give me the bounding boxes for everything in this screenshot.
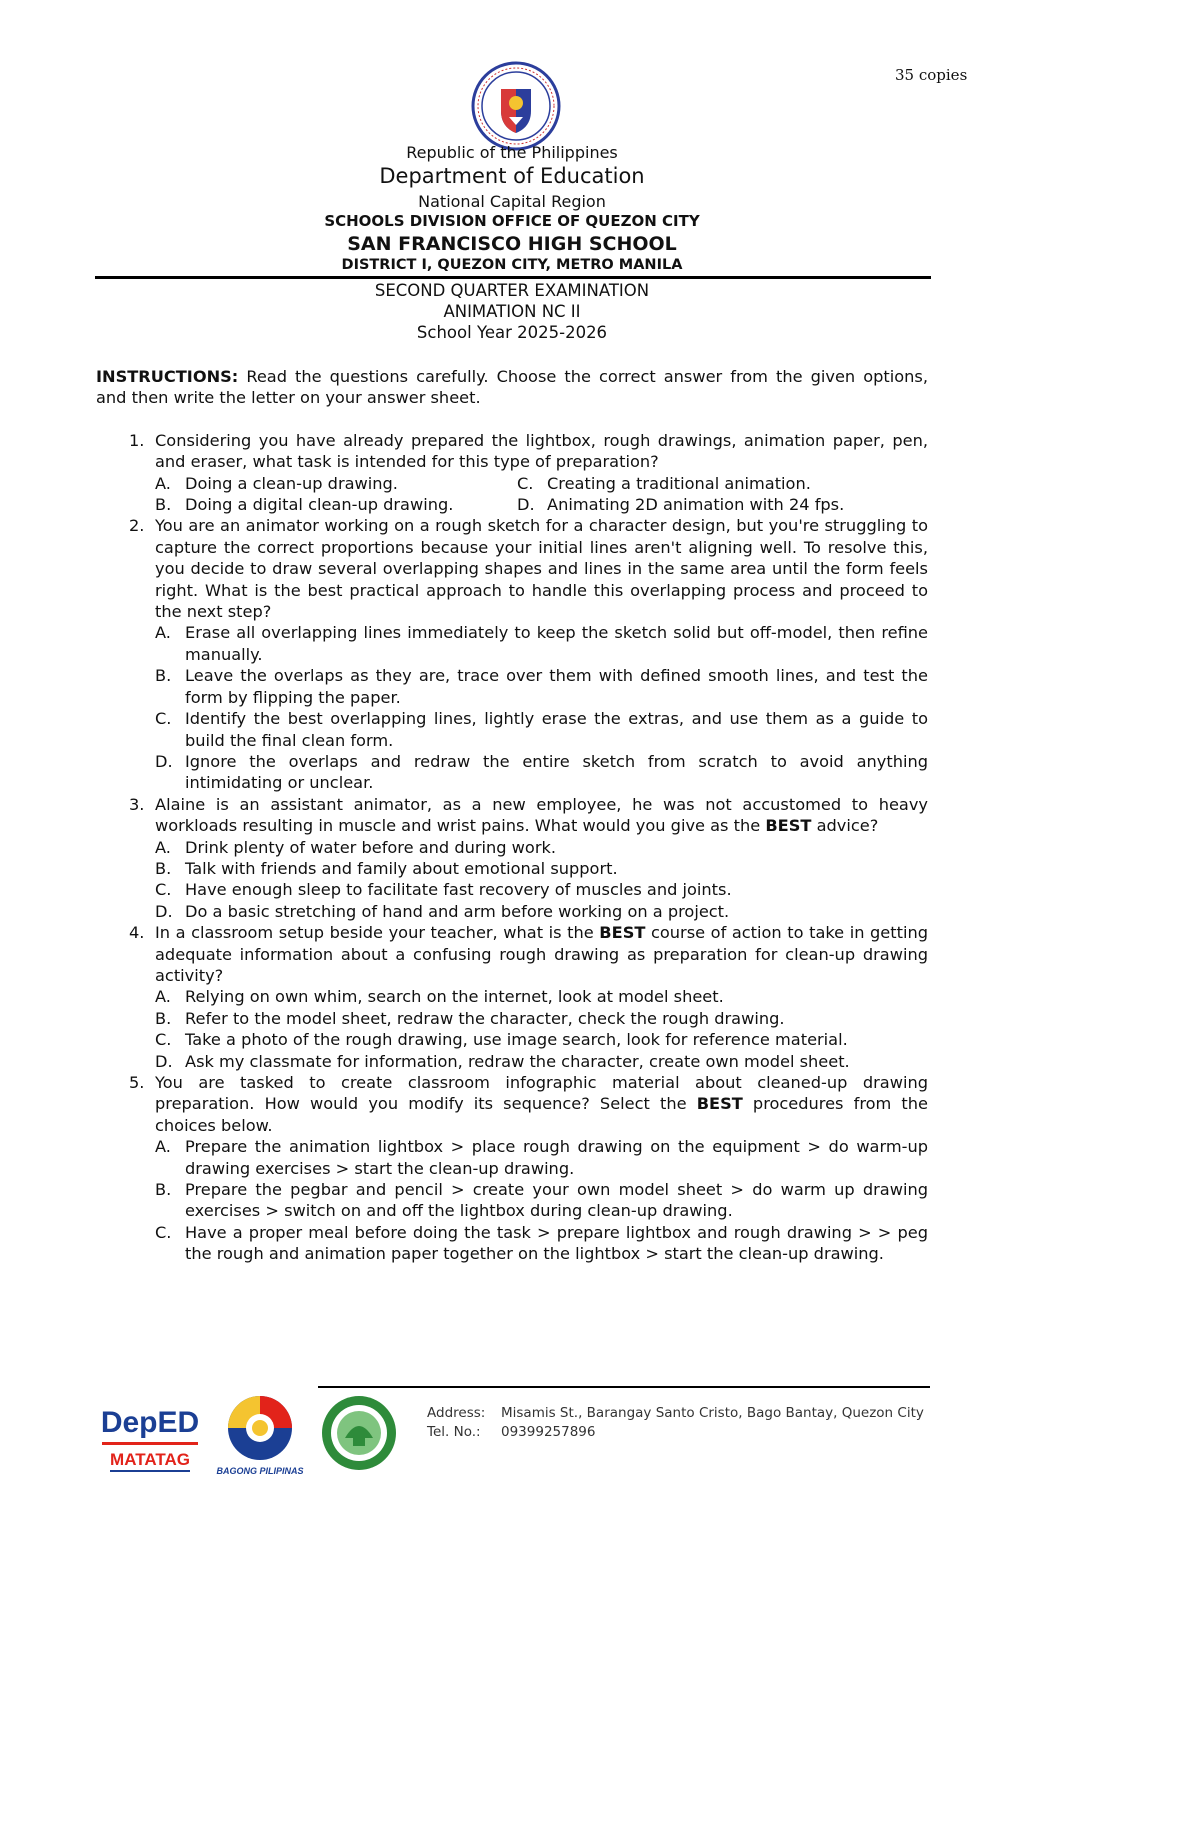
question-item — [96, 1072, 928, 1265]
question-item — [96, 515, 928, 793]
option-text: Doing a digital clean-up drawing. — [185, 495, 454, 515]
option-text: Do a basic stretching of hand and arm before working on a project. — [185, 901, 730, 921]
question-number: 5. — [129, 1073, 145, 1092]
question-text-part: Alaine is an assistant animator, as a new employee, he was not accustomed to heavy workloads resulting in muscle and wrist pains. What would you give as the — [155, 794, 928, 836]
department-heading: Department of Education — [379, 164, 645, 188]
option-item — [155, 986, 928, 1007]
question-number: 3. — [129, 794, 145, 814]
question-emphasis: BEST — [765, 816, 812, 836]
instructions-label: INSTRUCTIONS: — [96, 367, 239, 386]
option-letter: D. — [155, 1051, 173, 1071]
option-letter: A. — [155, 623, 171, 643]
option-item — [155, 751, 928, 794]
address-value: Misamis St., Barangay Santo Cristo, Bago Bantay, Quezon City — [501, 1405, 924, 1421]
region-heading: National Capital Region — [418, 192, 606, 211]
question-text-part: course of action to take in getting adequate information about a confusing rough drawing as preparation for clean-up drawing activity? — [155, 923, 928, 985]
option-text: Leave the overlaps as they are, trace over them with defined smooth lines, and test the form by flipping the paper. — [185, 666, 928, 707]
option-text: Prepare the animation lightbox > place rough drawing on the equipment > do warm-up drawing exercises > start the clean-up drawing. — [185, 1137, 928, 1178]
option-item — [155, 901, 928, 922]
question-text — [155, 922, 928, 986]
deped-logo-text: DepED — [100, 1406, 200, 1439]
option-item — [155, 1136, 928, 1179]
option-item — [155, 494, 517, 515]
option-item — [517, 494, 928, 515]
school-name: SAN FRANCISCO HIGH SCHOOL — [347, 233, 677, 255]
option-letter: C. — [517, 473, 534, 493]
question-text — [155, 794, 928, 837]
division-heading: SCHOOLS DIVISION OFFICE OF QUEZON CITY — [324, 212, 700, 230]
republic-heading: Republic of the Philippines — [406, 143, 618, 162]
option-text: Doing a clean-up drawing. — [185, 473, 398, 493]
option-item — [155, 1222, 928, 1265]
option-grid — [155, 473, 928, 516]
option-letter: B. — [155, 1180, 172, 1200]
option-letter: C. — [155, 709, 172, 729]
option-letter: C. — [155, 1222, 172, 1242]
deped-matatag-logo — [100, 1398, 200, 1478]
question-item — [96, 430, 928, 516]
option-item — [155, 1051, 928, 1072]
option-text: Relying on own whim, search on the internet, look at model sheet. — [185, 987, 724, 1007]
option-item — [155, 879, 928, 900]
option-text: Drink plenty of water before and during work. — [185, 837, 557, 857]
option-letter: A. — [155, 1137, 171, 1157]
option-text: Refer to the model sheet, redraw the character, check the rough drawing. — [185, 1008, 785, 1028]
question-emphasis: BEST — [696, 1094, 743, 1114]
address-label: Address: — [427, 1405, 486, 1421]
option-letter: D. — [155, 901, 173, 921]
footer-telephone — [427, 1424, 595, 1440]
deped-seal-logo — [471, 61, 561, 151]
copies-count: 35 copies — [895, 66, 968, 84]
question-text-part: procedures from the choices below. — [155, 1094, 928, 1135]
option-item — [155, 1179, 928, 1222]
option-item — [517, 473, 928, 494]
instructions-text: Read the questions carefully. Choose the correct answer from the given options, and then write the letter on your answer sheet. — [96, 367, 928, 408]
question-text-part: advice? — [811, 816, 879, 836]
option-text: Talk with friends and family about emotional support. — [185, 858, 618, 878]
matatag-logo-text: MATATAG — [110, 1450, 190, 1469]
question-number: 1. — [129, 430, 145, 450]
option-text: Prepare the pegbar and pencil > create your own model sheet > do warm up drawing exercises > switch on and off the lightbox during clean-up drawing. — [185, 1180, 928, 1221]
bagong-pilipinas-text: BAGONG PILIPINAS — [216, 1466, 304, 1476]
footer-divider — [318, 1386, 930, 1388]
option-item — [155, 858, 928, 879]
school-seal-logo — [320, 1394, 398, 1472]
bagong-pilipinas-logo — [210, 1392, 310, 1480]
option-letter: B. — [155, 666, 172, 686]
option-letter: B. — [155, 495, 172, 515]
subject-title: ANIMATION NC II — [443, 302, 581, 321]
option-item — [155, 1029, 928, 1050]
school-year: School Year 2025-2026 — [416, 323, 608, 342]
option-text: Creating a traditional animation. — [547, 473, 811, 493]
option-text: Ask my classmate for information, redraw the character, create own model sheet. — [185, 1051, 850, 1071]
option-letter: C. — [155, 1030, 172, 1050]
option-letter: A. — [155, 987, 171, 1007]
option-item — [155, 837, 928, 858]
option-letter: C. — [155, 880, 172, 900]
question-text-part: In a classroom setup beside your teacher, what is the — [155, 923, 600, 943]
option-text: Ignore the overlaps and redraw the entire sketch from scratch to avoid anything intimidating or unclear. — [185, 751, 928, 793]
district-heading: DISTRICT I, QUEZON CITY, METRO MANILA — [341, 257, 683, 273]
question-text-part: You are tasked to create classroom infographic material about cleaned-up drawing preparation. How would you modify its sequence? Select the — [155, 1073, 928, 1114]
question-text: You are an animator working on a rough sketch for a character design, but you're struggling to capture the correct proportions because your initial lines aren't aligning well. To resolve this, you decide to draw several overlapping shapes and lines in the same area until the form feels right. What is the best practical approach to handle this overlapping process and proceed to the next step? — [155, 516, 928, 622]
exam-body — [96, 366, 928, 1265]
option-letter: B. — [155, 858, 172, 878]
option-item — [155, 665, 928, 708]
question-text: Considering you have already prepared the lightbox, rough drawings, animation paper, pen, and eraser, what task is intended for this type of preparation? — [155, 430, 928, 472]
option-letter: A. — [155, 473, 171, 493]
telephone-label: Tel. No.: — [427, 1424, 481, 1440]
exam-title: SECOND QUARTER EXAMINATION — [374, 281, 650, 300]
option-item — [155, 708, 928, 751]
question-item — [96, 922, 928, 1072]
footer-address — [427, 1405, 924, 1421]
option-text: Identify the best overlapping lines, lightly erase the extras, and use them as a guide to build the final clean form. — [185, 709, 928, 750]
option-item — [155, 1008, 928, 1029]
option-text: Animating 2D animation with 24 fps. — [547, 495, 845, 515]
option-item — [155, 473, 517, 494]
question-number: 4. — [129, 923, 145, 943]
option-text: Have a proper meal before doing the task > prepare lightbox and rough drawing > > peg the rough and animation paper together on the lightbox > start the clean-up drawing. — [185, 1222, 928, 1264]
question-emphasis: BEST — [599, 923, 646, 943]
question-text — [155, 1072, 928, 1136]
option-text: Have enough sleep to facilitate fast recovery of muscles and joints. — [185, 880, 732, 900]
option-letter: A. — [155, 837, 171, 857]
option-text: Erase all overlapping lines immediately to keep the sketch solid but off-model, then refine manually. — [185, 623, 928, 664]
option-letter: D. — [155, 751, 173, 771]
option-letter: B. — [155, 1008, 172, 1028]
option-text: Take a photo of the rough drawing, use image search, look for reference material. — [185, 1030, 848, 1050]
question-list — [96, 430, 928, 1265]
telephone-value: 09399257896 — [501, 1424, 596, 1440]
instructions — [96, 366, 928, 409]
question-number: 2. — [129, 516, 145, 536]
option-item — [155, 622, 928, 665]
question-item — [96, 794, 928, 922]
option-letter: D. — [517, 495, 535, 515]
header-divider — [95, 276, 931, 279]
